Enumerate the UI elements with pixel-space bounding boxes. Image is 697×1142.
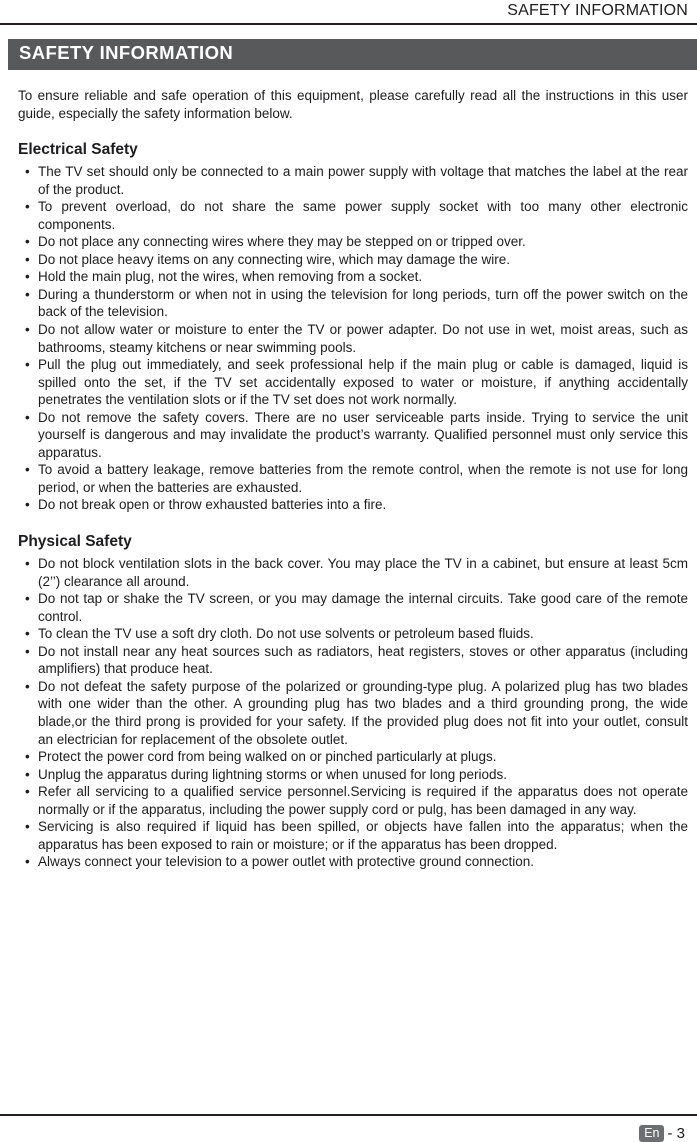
bullet-item: • Do not defeat the safety purpose of the polarized or grounding-type plug. A polarized plug has two blades with one wider than the other. A grounding plug has two blades and a third grounding prong, the wide blade,or the third prong is provided for your safety. If the provided plug does not fit into your outlet, consult an electrician for replacement of the obsolete outlet.	[25, 678, 688, 748]
electrical-safety-list	[18, 163, 688, 514]
bullet-item: • Do not break open or throw exhausted batteries into a fire.	[25, 496, 688, 514]
bullet-item: • Do not place heavy items on any connecting wire, which may damage the wire.	[25, 251, 688, 269]
page-title: SAFETY INFORMATION	[19, 42, 234, 63]
footer-text	[0, 1116, 697, 1142]
bullet-item: • Do not tap or shake the TV screen, or you may damage the internal circuits. Take good care of the remote control.	[25, 590, 688, 625]
bullet-item: • Unplug the apparatus during lightning storms or when unused for long periods.	[25, 766, 688, 784]
bullet-item: • Hold the main plug, not the wires, when removing from a socket.	[25, 268, 688, 286]
intro-paragraph: To ensure reliable and safe operation of this equipment, please carefully read all the instructions in this user guide, especially the safety information below.	[18, 88, 688, 121]
bullet-item: • Do not place any connecting wires where they may be stepped on or tripped over.	[25, 233, 688, 251]
physical-safety-list	[18, 555, 688, 871]
language-badge: En	[639, 1125, 664, 1142]
section-electrical-safety	[18, 141, 688, 514]
bullet-item: • To prevent overload, do not share the same power supply socket with too many other electronic components.	[25, 198, 688, 233]
bullet-item: • Do not remove the safety covers. There are no user serviceable parts inside. Trying to service the unit yourself is dangerous and may invalidate the product’s warranty. Qualified personnel must only service this apparatus.	[25, 409, 688, 462]
page-content	[0, 70, 697, 871]
section-heading-physical: Physical Safety	[18, 533, 132, 551]
bullet-item: • To clean the TV use a soft dry cloth. Do not use solvents or petroleum based fluids.	[25, 625, 688, 643]
title-banner	[8, 39, 697, 70]
bullet-item: • To avoid a battery leakage, remove batteries from the remote control, when the remote is not use for long period, or when the batteries are exhausted.	[25, 461, 688, 496]
running-header	[0, 0, 697, 23]
bullet-item: • Refer all servicing to a qualified service personnel.Servicing is required if the apparatus does not operate normally or if the apparatus, including the power supply cord or pulg, has been damaged in any way.	[25, 783, 688, 818]
header-rule	[0, 23, 697, 25]
bullet-item: • Servicing is also required if liquid has been spilled, or objects have fallen into the apparatus; when the apparatus has been exposed to rain or moisture; or if the apparatus has been dropped.	[25, 818, 688, 853]
bullet-item: • Do not allow water or moisture to enter the TV or power adapter. Do not use in wet, moist areas, such as bathrooms, steamy kitchens or near swimming pools.	[25, 321, 688, 356]
bullet-item: • The TV set should only be connected to a main power supply with voltage that matches the label at the rear of the product.	[25, 163, 688, 198]
bullet-item: • Always connect your television to a power outlet with protective ground connection.	[25, 853, 688, 871]
bullet-item: • Do not install near any heat sources such as radiators, heat registers, stoves or other apparatus (including amplifiers) that produce heat.	[25, 643, 688, 678]
page-footer	[0, 1114, 697, 1142]
section-heading-electrical: Electrical Safety	[18, 141, 138, 159]
running-header-title: SAFETY INFORMATION	[507, 2, 688, 19]
bullet-item: • Protect the power cord from being walked on or pinched particularly at plugs.	[25, 748, 688, 766]
page-number: - 3	[667, 1125, 685, 1142]
bullet-item: • Pull the plug out immediately, and seek professional help if the main plug or cable is damaged, liquid is spilled onto the set, if the TV set accidentally exposed to water or moisture, if anything accidentally penetrates the ventilation slots or if the TV set does not work normally.	[25, 356, 688, 409]
section-physical-safety	[18, 533, 688, 871]
bullet-item: • Do not block ventilation slots in the back cover. You may place the TV in a cabinet, but ensure at least 5cm (2’’) clearance all around.	[25, 555, 688, 590]
bullet-item: • During a thunderstorm or when not in using the television for long periods, turn off the power switch on the back of the television.	[25, 286, 688, 321]
